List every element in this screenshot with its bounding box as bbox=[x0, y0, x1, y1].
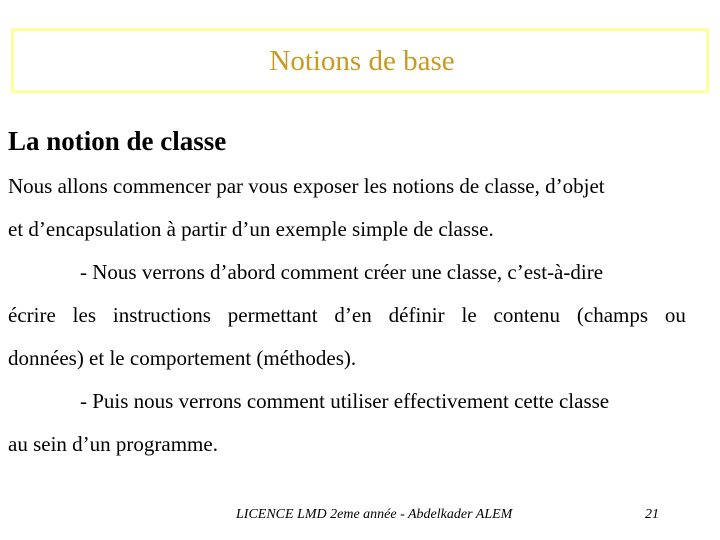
footer-text: LICENCE LMD 2eme année - Abdelkader ALEM bbox=[236, 507, 513, 522]
word: écrire bbox=[8, 303, 56, 327]
page-number: 21 bbox=[645, 507, 659, 522]
slide-title: Notions de base bbox=[269, 45, 455, 77]
word: (champs bbox=[576, 303, 649, 327]
word: contenu bbox=[493, 303, 560, 327]
word: ou bbox=[664, 303, 686, 327]
intro-line-2: et d’encapsulation à partir d’un exemple simple de classe. bbox=[8, 217, 494, 241]
bullet-2-line-1: - Puis nous verrons comment utiliser effectivement cette classe bbox=[80, 389, 610, 413]
bullet-1-line-2 bbox=[8, 302, 686, 328]
word: les bbox=[72, 303, 96, 327]
bullet-1-line-1: - Nous verrons d’abord comment créer une classe, c’est-à-dire bbox=[80, 260, 604, 284]
word: le bbox=[461, 303, 477, 327]
word: instructions bbox=[112, 303, 211, 327]
word: permettant bbox=[227, 303, 318, 327]
bullet-1-line-3: données) et le comportement (méthodes). bbox=[8, 346, 357, 370]
title-box bbox=[11, 28, 709, 93]
word: définir bbox=[388, 303, 445, 327]
intro-line-1: Nous allons commencer par vous exposer les notions de classe, d’objet bbox=[8, 174, 605, 198]
section-heading: La notion de classe bbox=[8, 126, 227, 156]
word: d’en bbox=[334, 303, 372, 327]
bullet-2-line-2: au sein d’un programme. bbox=[8, 432, 218, 456]
